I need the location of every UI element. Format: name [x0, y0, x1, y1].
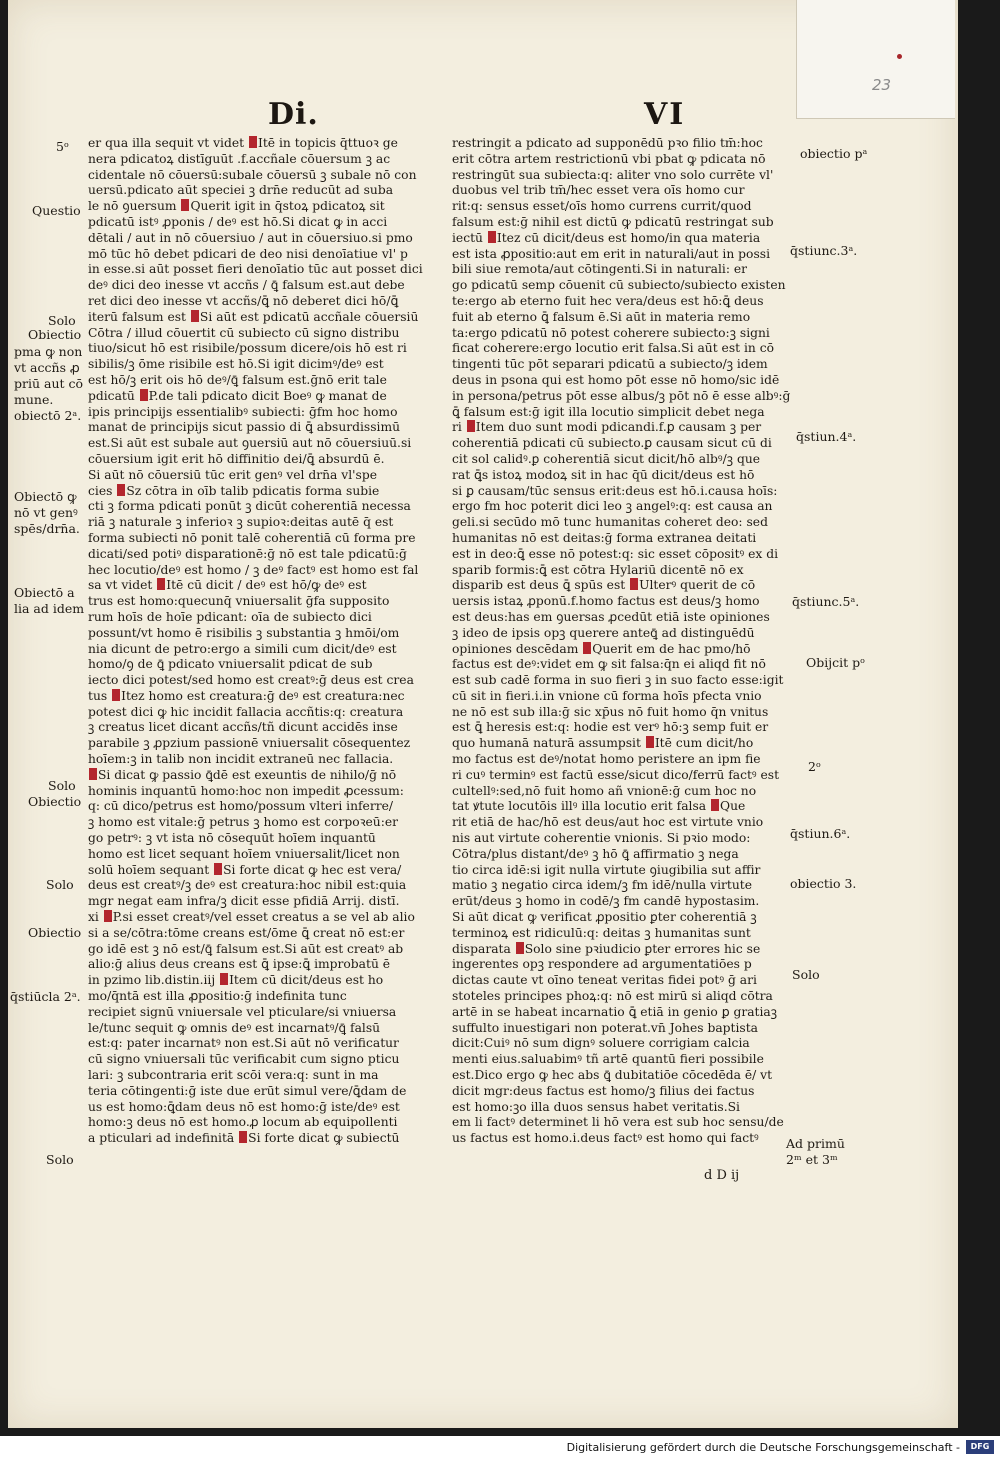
- text-line: deus est creatꝰ/ꝫ deꝰ est creatura:hoc nibil est:quia: [88, 878, 407, 893]
- paragraph-mark-icon: [646, 736, 654, 748]
- text-line: em li factꝰ determinet li hō vera est sub hoc sensu/de: [452, 1115, 784, 1130]
- margin-note: Solo: [48, 313, 76, 328]
- text-line: duobus vel trib tm̄/hec esset vera oīs homo cur: [452, 183, 745, 198]
- paragraph-mark-icon: [583, 642, 591, 654]
- text-line: est sub cadē forma in suo fieri ꝫ in suo facto esse:igit: [452, 673, 784, 688]
- margin-note: Solo: [48, 778, 76, 793]
- corner-label-card: [796, 0, 955, 119]
- text-line: Cōtra / illud cōuertit cū subiecto cū signo distribu: [88, 325, 400, 340]
- text-line: est hō/ꝫ erit ois hō deꝰ/ꝗ̄ falsum est.ḡnō erit tale: [88, 372, 387, 387]
- left-text-column: [88, 136, 434, 1147]
- margin-note: pma ꝙ non: [14, 344, 83, 359]
- margin-note: Obiectō ꝙ: [14, 489, 77, 504]
- text-line: ingerentes opꝫ respondere ad argumentatiōes p: [452, 957, 752, 972]
- text-line: ꝫ creatus licet dicant accñs/tñ dicunt accidēs inse: [88, 720, 398, 735]
- paragraph-mark-icon: [239, 1131, 247, 1143]
- text-line: tat ꝟtute locutōis illꝰ illa locutio erit falsa Que: [452, 799, 746, 814]
- text-line: geli.si secūdo mō tunc humanitas coheret deo: sed: [452, 515, 768, 530]
- text-line: go petrꝰ: ꝫ vt ista nō cōsequūt hoīem inquantū: [88, 831, 376, 846]
- text-line: in esse.si aūt posset fieri denoīatio tūc aut posset dici: [88, 262, 423, 277]
- text-line: ne nō est sub illa:ḡ sic xp̄us nō fuit homo q̄n vnitus: [452, 704, 769, 719]
- text-line: te:ergo ab eterno fuit hec vera/deus est hō:ꝗ̄ deus: [452, 293, 764, 308]
- text-line: sa vt videt Itē cū dicit / deꝰ est hō/ꝙ deꝰ est: [88, 578, 367, 593]
- text-line: sparib formis:ꝗ̄ est cōtra Hylariū dicentē nō ex: [452, 562, 744, 577]
- margin-note: priū aut cō: [14, 376, 84, 391]
- text-line: nia dicunt de petro:ergo a simili cum dicit/deꝰ est: [88, 641, 397, 656]
- text-line: dētali / aut in nō cōuersiuo / aut in cōuersiuo.si pmo: [88, 230, 413, 245]
- text-line: tio circa idē:si igit nulla virtute ꝯiugibilia sut affir: [452, 862, 761, 877]
- text-line: ꝫ homo est vitale:ḡ petrus ꝫ homo est corpoꝛeū:er: [88, 815, 399, 830]
- text-line: homo/ꝯ de ꝗ̄ pdicato vniuersalit pdicat de sub: [88, 657, 373, 672]
- text-line: xi P.si esset creatꝰ/vel esset creatus a se vel ab alio: [88, 910, 415, 925]
- text-line: tus Itez homo est creatura:ḡ deꝰ est creatura:nec: [88, 688, 405, 703]
- paragraph-mark-icon: [157, 578, 165, 590]
- margin-note: q̄stiūcla 2ᵃ.: [10, 989, 81, 1004]
- text-line: matio ꝫ negatio circa idem/ꝫ fm idē/nulla virtute: [452, 878, 752, 893]
- margin-note: q̄stiun.6ᵃ.: [790, 826, 851, 841]
- text-line: cū signo vniuersali tūc verificabit cum signo pticu: [88, 1052, 400, 1067]
- text-line: teria cōtingenti:ḡ iste due erūt simul vere/ꝗ̄dam de: [88, 1083, 407, 1098]
- text-line: quo humanā naturā assumpsit Itē cum dicit/ho: [452, 736, 754, 751]
- footer-credit: Digitalisierung gefördert durch die Deutsche Forschungsgemeinschaft -: [566, 1441, 960, 1454]
- margin-note: Obiectio: [28, 925, 82, 940]
- dfg-logo: DFG: [966, 1440, 994, 1454]
- text-line: hominis inquantū homo:hoc non impedit ꝓcessum:: [88, 783, 404, 798]
- text-line: erūt/deus ꝫ homo in codē/ꝫ fm candē hypostasim.: [452, 894, 760, 909]
- text-line: q: cū dico/petrus est homo/possum vlteri inferre/: [88, 799, 394, 814]
- text-line: go pdicatū semp cōuenit cū subiecto/subiecto existen: [452, 278, 786, 293]
- text-line: Si dicat ꝙ passio ꝗ̄dē est exeuntis de nihilo/ḡ nō: [88, 768, 434, 784]
- margin-note: Obijcit pᵒ: [806, 655, 865, 670]
- text-line: pdicatū P.de tali pdicato dicit Boeꝰ ꝙ manat de: [88, 388, 387, 403]
- paragraph-mark-icon: [711, 799, 719, 811]
- text-line: dictas caute vt oīno teneat veritas fidei potꝰ ḡ ari: [452, 973, 757, 988]
- text-line: est ista ꝓpositio:aut em erit in naturali/aut in possi: [452, 246, 770, 261]
- text-line: est deus:has em ꝯuersas ꝓcedūt etiā iste opiniones: [452, 609, 770, 624]
- margin-note: 2ᵒ: [808, 759, 821, 774]
- text-line: cies Sz cōtra in oīb talib pdicatis forma subie: [88, 483, 380, 498]
- text-line: lari: ꝫ subcontraria erit scōi vera:q: sunt in ma: [88, 1068, 379, 1083]
- text-line: manat de principijs sicut passio di ꝗ̄ absurdissimū: [88, 420, 401, 435]
- paragraph-mark-icon: [214, 863, 222, 875]
- text-line: riā ꝫ naturale ꝫ inferioꝛ ꝫ supioꝛ:deitas autē q̄ est: [88, 515, 394, 530]
- text-line: homo:ꝫ deus nō est homo.ꝓ locum ab equipollenti: [88, 1115, 398, 1130]
- text-line: est in deo:ꝗ̄ esse nō potest:q: sic esset cōpositꝰ ex di: [452, 546, 779, 561]
- paragraph-mark-icon: [117, 484, 125, 496]
- text-line: rum hoīs de hoīe pdicant: oīa de subiecto dici: [88, 609, 372, 624]
- text-line: cti ꝫ forma pdicati ponūt ꝫ dicūt coherentiā necessa: [88, 499, 411, 514]
- text-line: uersis istaꝝ ꝓponū.f.homo factus est deus/ꝫ homo: [452, 594, 760, 609]
- text-line: parabile ꝫ ꝓpzium passionē vniuersalit cōsequentez: [88, 736, 411, 751]
- text-line: trus est homo:quecunq̄ vniuersalit ḡfa supposito: [88, 594, 390, 609]
- text-line: ergo fm hoc poterit dici leo ꝫ angelꝰ:q: est causa an: [452, 499, 773, 514]
- margin-note: vt accñs ꝓ: [14, 360, 80, 375]
- paragraph-mark-icon: [630, 578, 638, 590]
- margin-note: nō vt genꝰ: [14, 505, 78, 520]
- margin-note: Obiectō a: [14, 585, 75, 600]
- text-line: humanitas nō est deitas:ḡ forma extranea deitati: [452, 530, 757, 545]
- paragraph-mark-icon: [191, 310, 199, 322]
- text-line: rit:q: sensus esset/oīs homo currens currit/quod: [452, 199, 752, 214]
- text-line: cōuersium igit erit hō diffinitio dei/ꝗ̄ absurdū ē.: [88, 451, 385, 466]
- text-line: us est homo:ꝗ̄dam deus nō est homo:ḡ iste/deꝰ est: [88, 1099, 400, 1114]
- text-line: factus est deꝰ:videt em ꝙ sit falsa:q̄n ei aliqd fit nō: [452, 657, 766, 672]
- margin-note: obiectio pᵃ: [800, 146, 868, 161]
- text-line: le/tunc sequit ꝙ omnis deꝰ est incarnatꝰ/ꝗ̄ falsū: [88, 1020, 381, 1035]
- text-line: mgr negat eam infra/ꝫ dicit esse pfidiā Arrij. distī.: [88, 894, 400, 909]
- text-line: iecto dici potest/sed homo est creatꝰ:ḡ deus est crea: [88, 673, 414, 688]
- margin-note: mune.: [14, 392, 54, 407]
- text-line: potest dici ꝙ hic incidit fallacia accñtis:q: creatura: [88, 704, 404, 719]
- text-line: nis aut virtute coherentie vnionis. Si pꝛio modo:: [452, 831, 751, 846]
- right-text-column: [452, 136, 794, 1147]
- text-line: dicit mgr:deus factus est homo/ꝫ filius dei factus: [452, 1083, 755, 1098]
- text-line: est homo:ꝫo illa duos sensus habet veritatis.Si: [452, 1099, 740, 1114]
- text-line: possunt/vt homo ē risibilis ꝫ substantia ꝫ hmōi/om: [88, 625, 400, 640]
- text-line: dicati/sed potiꝰ disparationē:ḡ nō est tale pdicatū:ḡ: [88, 546, 407, 561]
- text-line: ta:ergo pdicatū nō potest coherere subiecto:ꝫ signi: [452, 325, 770, 340]
- text-line: ri cuꝰ terminꝰ est factū esse/sicut dico/ferrū factꝰ est: [452, 767, 780, 782]
- margin-note: q̄stiun.4ᵃ.: [796, 429, 857, 444]
- text-line: pdicatū istꝰ ꝓponis / deꝰ est hō.Si dicat ꝙ in acci: [88, 214, 388, 229]
- text-line: deꝰ dici deo inesse vt accñs / ꝗ̄ falsum est.aut debe: [88, 278, 405, 293]
- text-line: go idē est ꝫ nō est/ꝗ̄ falsum est.Si aūt est creatꝰ ab: [88, 941, 404, 956]
- text-line: er qua illa sequit vt videt Itē in topicis q̄ttuoꝛ ge: [88, 136, 398, 150]
- text-line: le nō ꝯuersum Querit igit in q̄stoꝝ pdicatoꝝ sit: [88, 199, 385, 214]
- paragraph-mark-icon: [516, 942, 524, 954]
- text-line: sibilis/ꝫ ōme risibile est hō.Si igit dicimꝰ/deꝰ est: [88, 357, 384, 372]
- text-line: nera pdicatoꝝ distīguūt .f.accñale cōuersum ꝫ ac: [88, 151, 391, 166]
- text-line: restringit a pdicato ad supponēdū pꝛo filio tm̄:hoc: [452, 136, 763, 150]
- text-line: mo/q̄ntā est illa ꝓpositio:ḡ indefinita tunc: [88, 989, 347, 1004]
- margin-note: obiectō 2ᵃ.: [14, 408, 82, 423]
- margin-note: spēs/drn̄a.: [14, 521, 80, 536]
- margin-note: 5ᵒ: [56, 139, 69, 154]
- margin-note: Solo: [792, 967, 820, 982]
- text-line: est.Dico ergo ꝙ hec abs ꝗ̄ dubitatiōe cōcedēda ē/ vt: [452, 1068, 773, 1083]
- text-line: est.Si aūt est subale aut ꝯuersiū aut nō cōuersiuū.si: [88, 436, 412, 451]
- text-line: uersū.pdicato aūt speciei ꝫ drn̄e reducūt ad suba: [88, 183, 394, 198]
- text-line: disparata Solo sine pꝛiudicio ꝑter errores hic se: [452, 941, 761, 956]
- text-line: ꝫ ideo de ipsis opꝫ querere anteꝗ̄ ad distinguēdū: [452, 625, 755, 640]
- text-line: rat ꝗ̄s istoꝝ modoꝝ sit in hac q̄ū dicit/deus est hō: [452, 467, 755, 482]
- text-line: Si aūt dicat ꝙ verificat ꝓpositio ꝑter coherentiā ꝫ: [452, 910, 757, 925]
- paragraph-mark-icon: [488, 231, 496, 243]
- margin-note: Solo: [46, 1152, 74, 1167]
- text-line: cit sol calidꝰ.ꝑ coherentiā sicut dicit/hō albꝰ/ꝫ que: [452, 451, 761, 466]
- text-line: suffulto inuestigari non poterat.vn̄ Johes baptista: [452, 1020, 758, 1035]
- text-line: homo est licet sequant hoīem vniuersalit/licet non: [88, 846, 400, 861]
- running-head-right: VI: [644, 97, 686, 132]
- margin-note: Obiectio: [28, 327, 82, 342]
- paragraph-mark-icon: [249, 136, 257, 148]
- text-line: tingenti tūc pōt separari pdicatū a subiecto/ꝫ idem: [452, 357, 768, 372]
- text-line: in pzimo lib.distin.iij Item cū dicit/deus est ho: [88, 973, 384, 988]
- folio-number: 23: [872, 76, 892, 94]
- text-line: stoteles principes phoꝝ:q: nō est mirū si aliqd cōtra: [452, 989, 773, 1004]
- margin-note: q̄stiunc.5ᵃ.: [792, 594, 860, 609]
- text-line: est:q: pater incarnatꝰ non est.Si aūt nō verificatur: [88, 1036, 399, 1051]
- text-line: solū hoīem sequant Si forte dicat ꝙ hec est vera/: [88, 862, 402, 877]
- margin-note: Questio: [32, 203, 81, 218]
- text-line: falsum est:ḡ nihil est dictū ꝙ pdicatū restringat sub: [452, 214, 774, 229]
- text-line: opiniones descēdam Querit em de hac pmo/hō: [452, 641, 751, 656]
- text-line: hec locutio/deꝰ est homo / ꝫ deꝰ factꝰ est homo est fal: [88, 562, 419, 577]
- text-line: alio:ḡ alius deus creans est ꝗ̄ ipse:ꝗ̄ improbatū ē: [88, 957, 391, 972]
- text-line: iectū Itez cū dicit/deus est homo/in qua materia: [452, 230, 761, 245]
- paragraph-mark-icon: [140, 389, 148, 401]
- text-line: artē in se habeat incarnatio ꝗ̄ etiā in genio ꝑ gratiaꝫ: [452, 1004, 778, 1019]
- signature-mark: d D ij: [704, 1168, 740, 1183]
- red-ink-dot: [897, 54, 902, 59]
- text-line: ri Item duo sunt modi pdicandi.f.ꝑ causam ꝫ per: [452, 420, 762, 435]
- text-line: in persona/petrus pōt esse albus/ꝫ pōt nō ē esse albꝰ:ḡ: [452, 388, 791, 403]
- text-line: a pticulari ad indefinitā Si forte dicat ꝙ subiectū: [88, 1131, 400, 1146]
- margin-note: Ad primū: [786, 1136, 845, 1151]
- text-line: dicit:Cuiꝰ nō sum dignꝰ soluere corrigiam calcia: [452, 1036, 750, 1051]
- paragraph-mark-icon: [112, 689, 120, 701]
- text-line: fuit ab eterno ꝗ̄ falsum ē.Si aūt in materia remo: [452, 309, 751, 324]
- text-line: tiuo/sicut hō est risibile/possum dicere/ois hō est ri: [88, 341, 407, 356]
- text-line: ret dici deo inesse vt accñs/ꝗ̄ nō deberet dici hō/ꝗ̄: [88, 293, 399, 308]
- text-line: forma subiecti nō ponit talē coherentiā cū forma pre: [88, 530, 416, 545]
- text-line: si ꝑ causam/tūc sensus erit:deus est hō.i.causa hoīs:: [452, 483, 778, 498]
- text-line: rit etiā de hac/hō est deus/aut hoc est virtute vnio: [452, 815, 764, 830]
- text-line: ficat coherere:ergo locutio erit falsa.Si aūt est in cō: [452, 341, 775, 356]
- paragraph-mark-icon: [467, 420, 475, 432]
- text-line: disparib est deus ꝗ̄ spūs est Ulterꝰ querit de cō: [452, 578, 756, 593]
- text-line: mo factus est deꝰ/notat homo peristere an ipm fie: [452, 752, 761, 767]
- text-line: iterū falsum est Si aūt est pdicatū accñale cōuersiū: [88, 309, 419, 324]
- text-line: terminoꝝ est ridiculū:q: deitas ꝫ humanitas sunt: [452, 925, 751, 940]
- text-line: menti eius.saluabimꝰ tñ artē quantū fieri possibile: [452, 1052, 764, 1067]
- margin-note: Obiectio: [28, 794, 82, 809]
- text-line: mō tūc hō debet pdicari de deo nisi denoīatiue vl' p: [88, 246, 408, 261]
- text-line: est ꝗ̄ heresis est:q: hodie est verꝰ hō:ꝫ semp fuit er: [452, 720, 769, 735]
- text-line: us factus est homo.i.deus factꝰ est homo qui factꝰ: [452, 1131, 759, 1146]
- paragraph-mark-icon: [220, 973, 228, 985]
- text-line: coherentiā pdicati cū subiecto.ꝑ causam sicut cū di: [452, 436, 772, 451]
- running-head-left: Di.: [268, 97, 319, 132]
- text-line: erit cōtra artem restrictionū vbi pbat ꝙ pdicata nō: [452, 151, 766, 166]
- text-line: cultellꝰ:sed,nō fuit homo añ vnionē:ḡ cum hoc no: [452, 783, 757, 798]
- text-line: restringūt sua subiecta:q: aliter vno solo currēte vl': [452, 167, 774, 182]
- text-line: ipis principijs essentialibꝰ subiecti: ḡfm hoc homo: [88, 404, 398, 419]
- margin-note: 2ᵐ et 3ᵐ: [786, 1152, 838, 1167]
- margin-note: lia ad idem: [14, 601, 85, 616]
- margin-note: Solo: [46, 877, 74, 892]
- text-line: bili siue remota/aut cōtingenti.Si in naturali: er: [452, 262, 748, 277]
- paragraph-mark-icon: [104, 910, 112, 922]
- text-line: deus in psona qui est homo pōt esse nō homo/sic idē: [452, 372, 780, 387]
- margin-note: obiectio 3.: [790, 876, 857, 891]
- text-line: cidentale nō cōuersū:subale cōuersū ꝫ subale nō con: [88, 167, 417, 182]
- paragraph-mark-icon: [89, 768, 97, 780]
- text-line: Si aūt nō cōuersiū tūc erit genꝰ vel drn̄a vl'spe: [88, 467, 378, 482]
- text-line: recipiet signū vniuersale vel pticulare/si vniuersa: [88, 1004, 397, 1019]
- text-line: ꝗ̄ falsum est:ḡ igit illa locutio simplicit debet nega: [452, 404, 765, 419]
- text-line: cū sit in fieri.i.in vnione cū forma hoīs pfecta vnio: [452, 688, 762, 703]
- text-line: hoīem:ꝫ in talib non incidit extraneū nec fallacia.: [88, 752, 394, 767]
- text-line: Cōtra/plus distant/deꝰ ꝫ hō ꝗ̄ affirmatio ꝫ nega: [452, 846, 739, 861]
- text-line: si a se/cōtra:tōme creans est/ōme ꝗ̄ creat nō est:er: [88, 925, 405, 940]
- margin-note: q̄stiunc.3ᵃ.: [790, 243, 858, 258]
- paragraph-mark-icon: [181, 199, 189, 211]
